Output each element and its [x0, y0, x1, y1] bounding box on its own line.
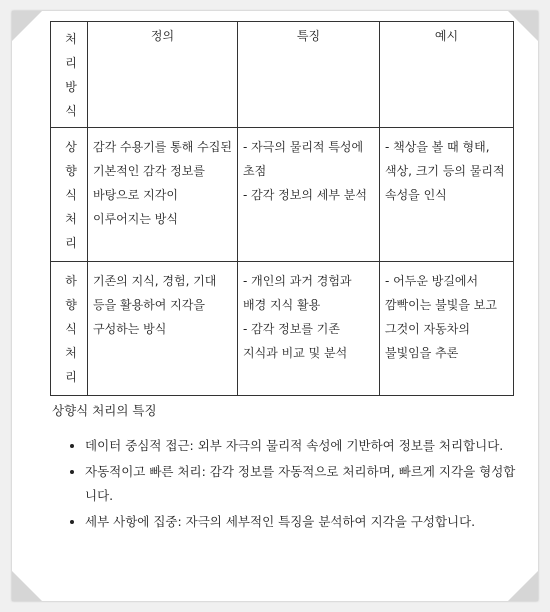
page-corner-fold — [508, 571, 538, 601]
example-cell: - 어두운 방길에서 깜빡이는 불빛을 보고 그것이 자동차의 불빛임을 추론 — [380, 262, 514, 396]
processing-comparison-table — [50, 21, 514, 396]
list-item: • 자동적이고 빠른 처리: 감각 정보를 자동적으로 처리하며, 빠르게 지각을 형성합니다. — [85, 460, 525, 508]
table-header-cell — [51, 22, 88, 128]
row-label: 상향식처리 — [65, 140, 77, 250]
table-header-cell: 정의 — [88, 22, 238, 128]
row-header-cell — [51, 128, 88, 262]
table-header-cell: 예시 — [380, 22, 514, 128]
feature-item: - 감각 정보를 기존 지식과 비교 및 분석 — [243, 322, 348, 360]
example-cell: - 책상을 볼 때 형태, 색상, 크기 등의 물리적 속성을 인식 — [380, 128, 514, 262]
list-item: • 세부 사항에 집중: 자극의 세부적인 특징을 분석하여 지각을 구성합니다. — [85, 510, 525, 534]
list-item: • 데이터 중심적 접근: 외부 자극의 물리적 속성에 기반하여 정보를 처리합니다. — [85, 434, 525, 458]
feature-item: - 감각 정보의 세부 분석 — [243, 188, 367, 202]
row-header-cell — [51, 262, 88, 396]
header-label: 처리방식 — [65, 32, 77, 118]
table-header-row — [51, 22, 514, 128]
features-cell — [238, 262, 380, 396]
features-cell — [238, 128, 380, 262]
table-row — [51, 262, 514, 396]
table-row — [51, 128, 514, 262]
feature-item: - 개인의 과거 경험과 배경 지식 활용 — [243, 274, 352, 312]
section-title: 상향식 처리의 특징 — [52, 403, 157, 418]
feature-item: - 자극의 물리적 특성에 초점 — [243, 140, 364, 178]
table-header-cell: 특징 — [238, 22, 380, 128]
page-corner-fold — [12, 571, 42, 601]
feature-bullet-list — [68, 434, 525, 536]
row-label: 하향식처리 — [65, 274, 77, 384]
definition-cell: 기존의 지식, 경험, 기대 등을 활용하여 지각을 구성하는 방식 — [88, 262, 238, 396]
page-corner-fold — [12, 11, 42, 41]
definition-cell: 감각 수용기를 통해 수집된 기본적인 감각 정보를 바탕으로 지각이 이루어지는 방식 — [88, 128, 238, 262]
